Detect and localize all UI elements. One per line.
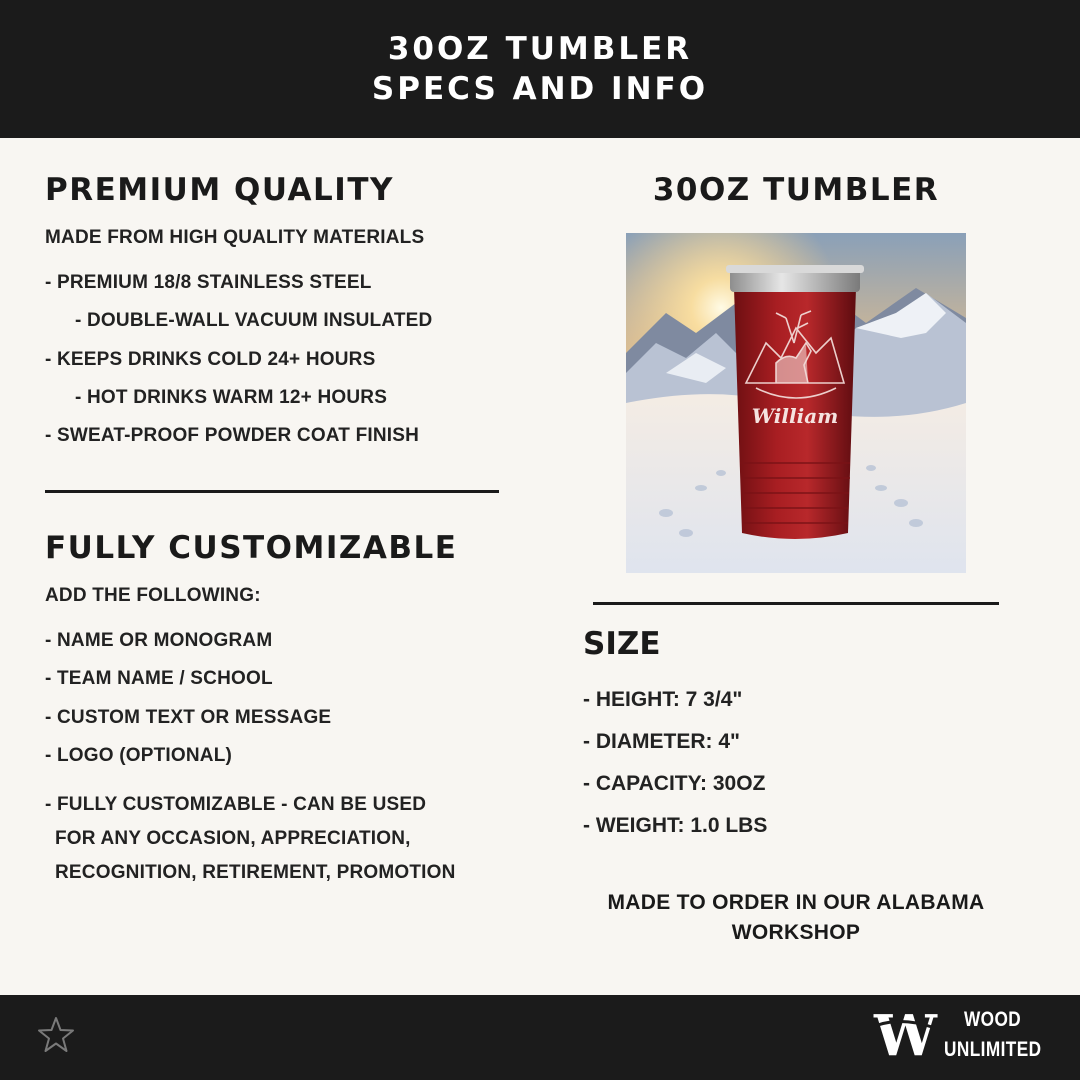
customizable-item: - CUSTOM TEXT OR MESSAGE	[45, 707, 332, 728]
logo-w-mark	[872, 1005, 942, 1067]
header-title-line1: 30OZ TUMBLER	[387, 31, 693, 67]
customizable-note-line: RECOGNITION, RETIREMENT, PROMOTION	[55, 862, 456, 883]
size-item: - DIAMETER: 4"	[583, 730, 740, 753]
customizable-subtitle: ADD THE FOLLOWING:	[45, 585, 261, 606]
customizable-item: - LOGO (OPTIONAL)	[45, 745, 233, 766]
product-photo	[626, 233, 966, 573]
logo-letter: W	[874, 1005, 937, 1067]
size-item: - WEIGHT: 1.0 LBS	[583, 814, 768, 837]
premium-quality-subtitle: MADE FROM HIGH QUALITY MATERIALS	[45, 227, 425, 248]
made-to-order-line1: MADE TO ORDER IN OUR ALABAMA	[607, 891, 985, 914]
left-divider	[45, 490, 499, 493]
made-to-order-line2: WORKSHOP	[731, 921, 861, 944]
premium-item: - HOT DRINKS WARM 12+ HOURS	[75, 387, 388, 408]
customizable-note-line: FOR ANY OCCASION, APPRECIATION,	[55, 828, 411, 849]
brand-logo	[872, 1005, 1052, 1067]
customizable-title: FULLY CUSTOMIZABLE	[45, 530, 458, 566]
made-to-order-note	[570, 888, 1022, 948]
product-title: 30OZ TUMBLER	[652, 172, 940, 208]
premium-item: - KEEPS DRINKS COLD 24+ HOURS	[45, 349, 376, 370]
customizable-item: - TEAM NAME / SCHOOL	[45, 668, 273, 689]
logo-word-unlimited: UNLIMITED	[944, 1038, 1042, 1061]
size-item: - HEIGHT: 7 3/4"	[583, 688, 743, 711]
logo-word-wood: WOOD	[964, 1008, 1022, 1031]
size-item: - CAPACITY: 30OZ	[583, 772, 766, 795]
header-title-line2: SPECS AND INFO	[371, 71, 709, 107]
size-title: SIZE	[583, 626, 661, 662]
premium-item: - SWEAT-PROOF POWDER COAT FINISH	[45, 425, 420, 446]
star-outline-icon	[36, 1015, 76, 1060]
customizable-note-line: - FULLY CUSTOMIZABLE - CAN BE USED	[45, 794, 427, 815]
right-divider	[593, 602, 999, 605]
page-header	[0, 0, 1080, 138]
engraving-name: William	[751, 404, 839, 428]
customizable-item: - NAME OR MONOGRAM	[45, 630, 273, 651]
premium-item: - PREMIUM 18/8 STAINLESS STEEL	[45, 272, 372, 293]
premium-quality-title: PREMIUM QUALITY	[45, 172, 394, 208]
premium-item: - DOUBLE-WALL VACUUM INSULATED	[75, 310, 433, 331]
tumbler-photo-illustration	[626, 233, 966, 573]
page-footer	[0, 995, 1080, 1080]
